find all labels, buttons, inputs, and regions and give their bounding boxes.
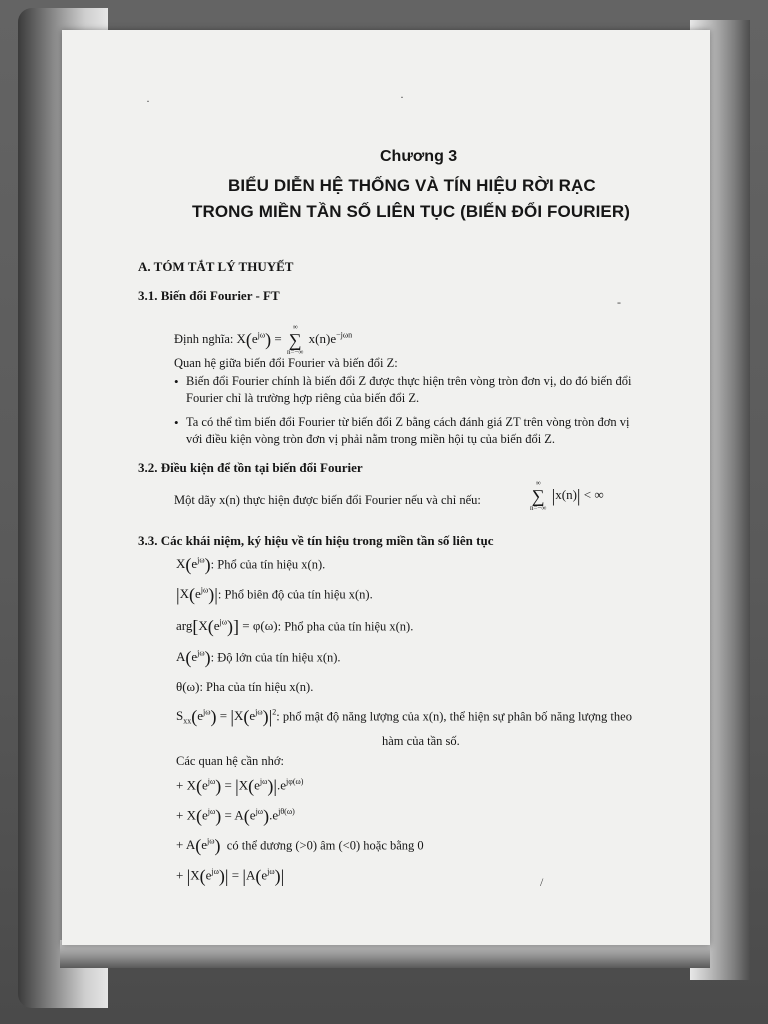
bullet-2-line-1: Ta có thể tìm biến đổi Fourier từ biến đổi Z bằng cách đánh giá ZT trên vòng tròn đơn vị — [186, 415, 630, 429]
title-line-1: BIỂU DIỄN HỆ THỐNG VÀ TÍN HIỆU RỜI RẠC — [228, 176, 596, 195]
existence-condition-text: Một dãy x(n) thực hiện được biến đổi Fourier nếu và chỉ nếu: — [174, 493, 481, 507]
scan-speck: - — [617, 295, 621, 309]
sum-symbol: ∞ ∑ n=−∞ — [287, 323, 304, 356]
section-3-2-heading: 3.2. Điều kiện để tồn tại biến đổi Fourier — [138, 460, 363, 475]
section-a-heading: A. TÓM TẮT LÝ THUYẾT — [138, 259, 294, 274]
relation-4-formula: + $|X(e^{j\omega})| = |A(e^{j\omega})|$ — [176, 866, 285, 886]
definition-row — [174, 324, 352, 356]
scan-speck: · — [146, 94, 150, 108]
notation-phase: θ(ω): Pha của tín hiệu x(n). — [176, 679, 314, 694]
bullet-2-line-2: với điều kiện vòng tròn đơn vị phải nằm trong miền hội tụ của biến đổi Z. — [186, 432, 556, 446]
title-line-2: TRONG MIỀN TẦN SỐ LIÊN TỤC (BIẾN ĐỔI FOURIER) — [192, 202, 630, 221]
relations-intro: Các quan hệ cần nhớ: — [176, 754, 284, 768]
notation-spectrum: $X(e^{j\omega})$: Phổ của tín hiệu x(n). — [176, 555, 326, 575]
scan-speck: · — [400, 90, 404, 104]
chapter-label: Chương 3 — [380, 148, 458, 165]
sum-symbol: ∞ ∑ n=−∞ — [530, 479, 547, 512]
section-3-3-heading: 3.3. Các khái niệm, ký hiệu về tín hiệu trong miền tần số liên tục — [138, 533, 494, 548]
relation-3-text: có thể dương (>0) âm (<0) hoặc bằng 0 — [226, 838, 424, 853]
notation-magnitude: $A(e^{j\omega})$: Độ lớn của tín hiệu x(n). — [176, 648, 341, 668]
bullet-marker: • — [174, 374, 179, 389]
bullet-1-line-2: Fourier chỉ là trường hợp riêng của biến đổi Z. — [186, 391, 420, 405]
bullet-marker: • — [174, 415, 179, 430]
fourier-definition-formula: $X(e^{j\omega})$ = ∞ ∑ n=−∞ $x(n)e^{-j\omega n}$ — [236, 323, 353, 356]
existence-condition-formula: ∞ ∑ n=−∞ |x(n)| < ∞ — [530, 479, 604, 512]
relation-1-formula: + $X(e^{j\omega}) = |X(e^{j\omega})|.e^{j\varphi(\omega)}$ — [176, 776, 304, 796]
scan-speck: / — [540, 875, 544, 889]
section-3-1-heading: 3.1. Biến đổi Fourier - FT — [138, 288, 280, 303]
relation-2-formula: + $X(e^{j\omega}) = A(e^{j\omega}).e^{j\theta(\omega)}$ — [176, 806, 295, 826]
relation-3: + $A(e^{j\omega})$ có thể dương (>0) âm (<0) hoặc bằng 0 — [176, 836, 424, 856]
notation-energy-density: $S_{xx}(e^{j\omega}) = |X(e^{j\omega})|^2$: phổ mật độ năng lượng của x(n), thể hiện sự phân bố năng lượng theo — [176, 707, 632, 727]
notation-amplitude-spectrum: $|X(e^{j\omega})|$: Phổ biên độ của tín hiệu x(n). — [176, 585, 373, 605]
relation-intro: Quan hệ giữa biến đổi Fourier và biến đổi Z: — [174, 356, 398, 370]
definition-label: Định nghĩa: — [174, 331, 234, 346]
document-page — [62, 30, 710, 945]
energy-density-line-2: hàm của tần số. — [382, 734, 460, 748]
notation-phase-spectrum: $arg[X(e^{j\omega})] = \varphi(\omega)$: Phổ pha của tín hiệu x(n). — [176, 617, 414, 637]
bullet-1-line-1: Biến đổi Fourier chính là biến đổi Z được thực hiện trên vòng tròn đơn vị, do đó biến đổi — [186, 374, 632, 388]
